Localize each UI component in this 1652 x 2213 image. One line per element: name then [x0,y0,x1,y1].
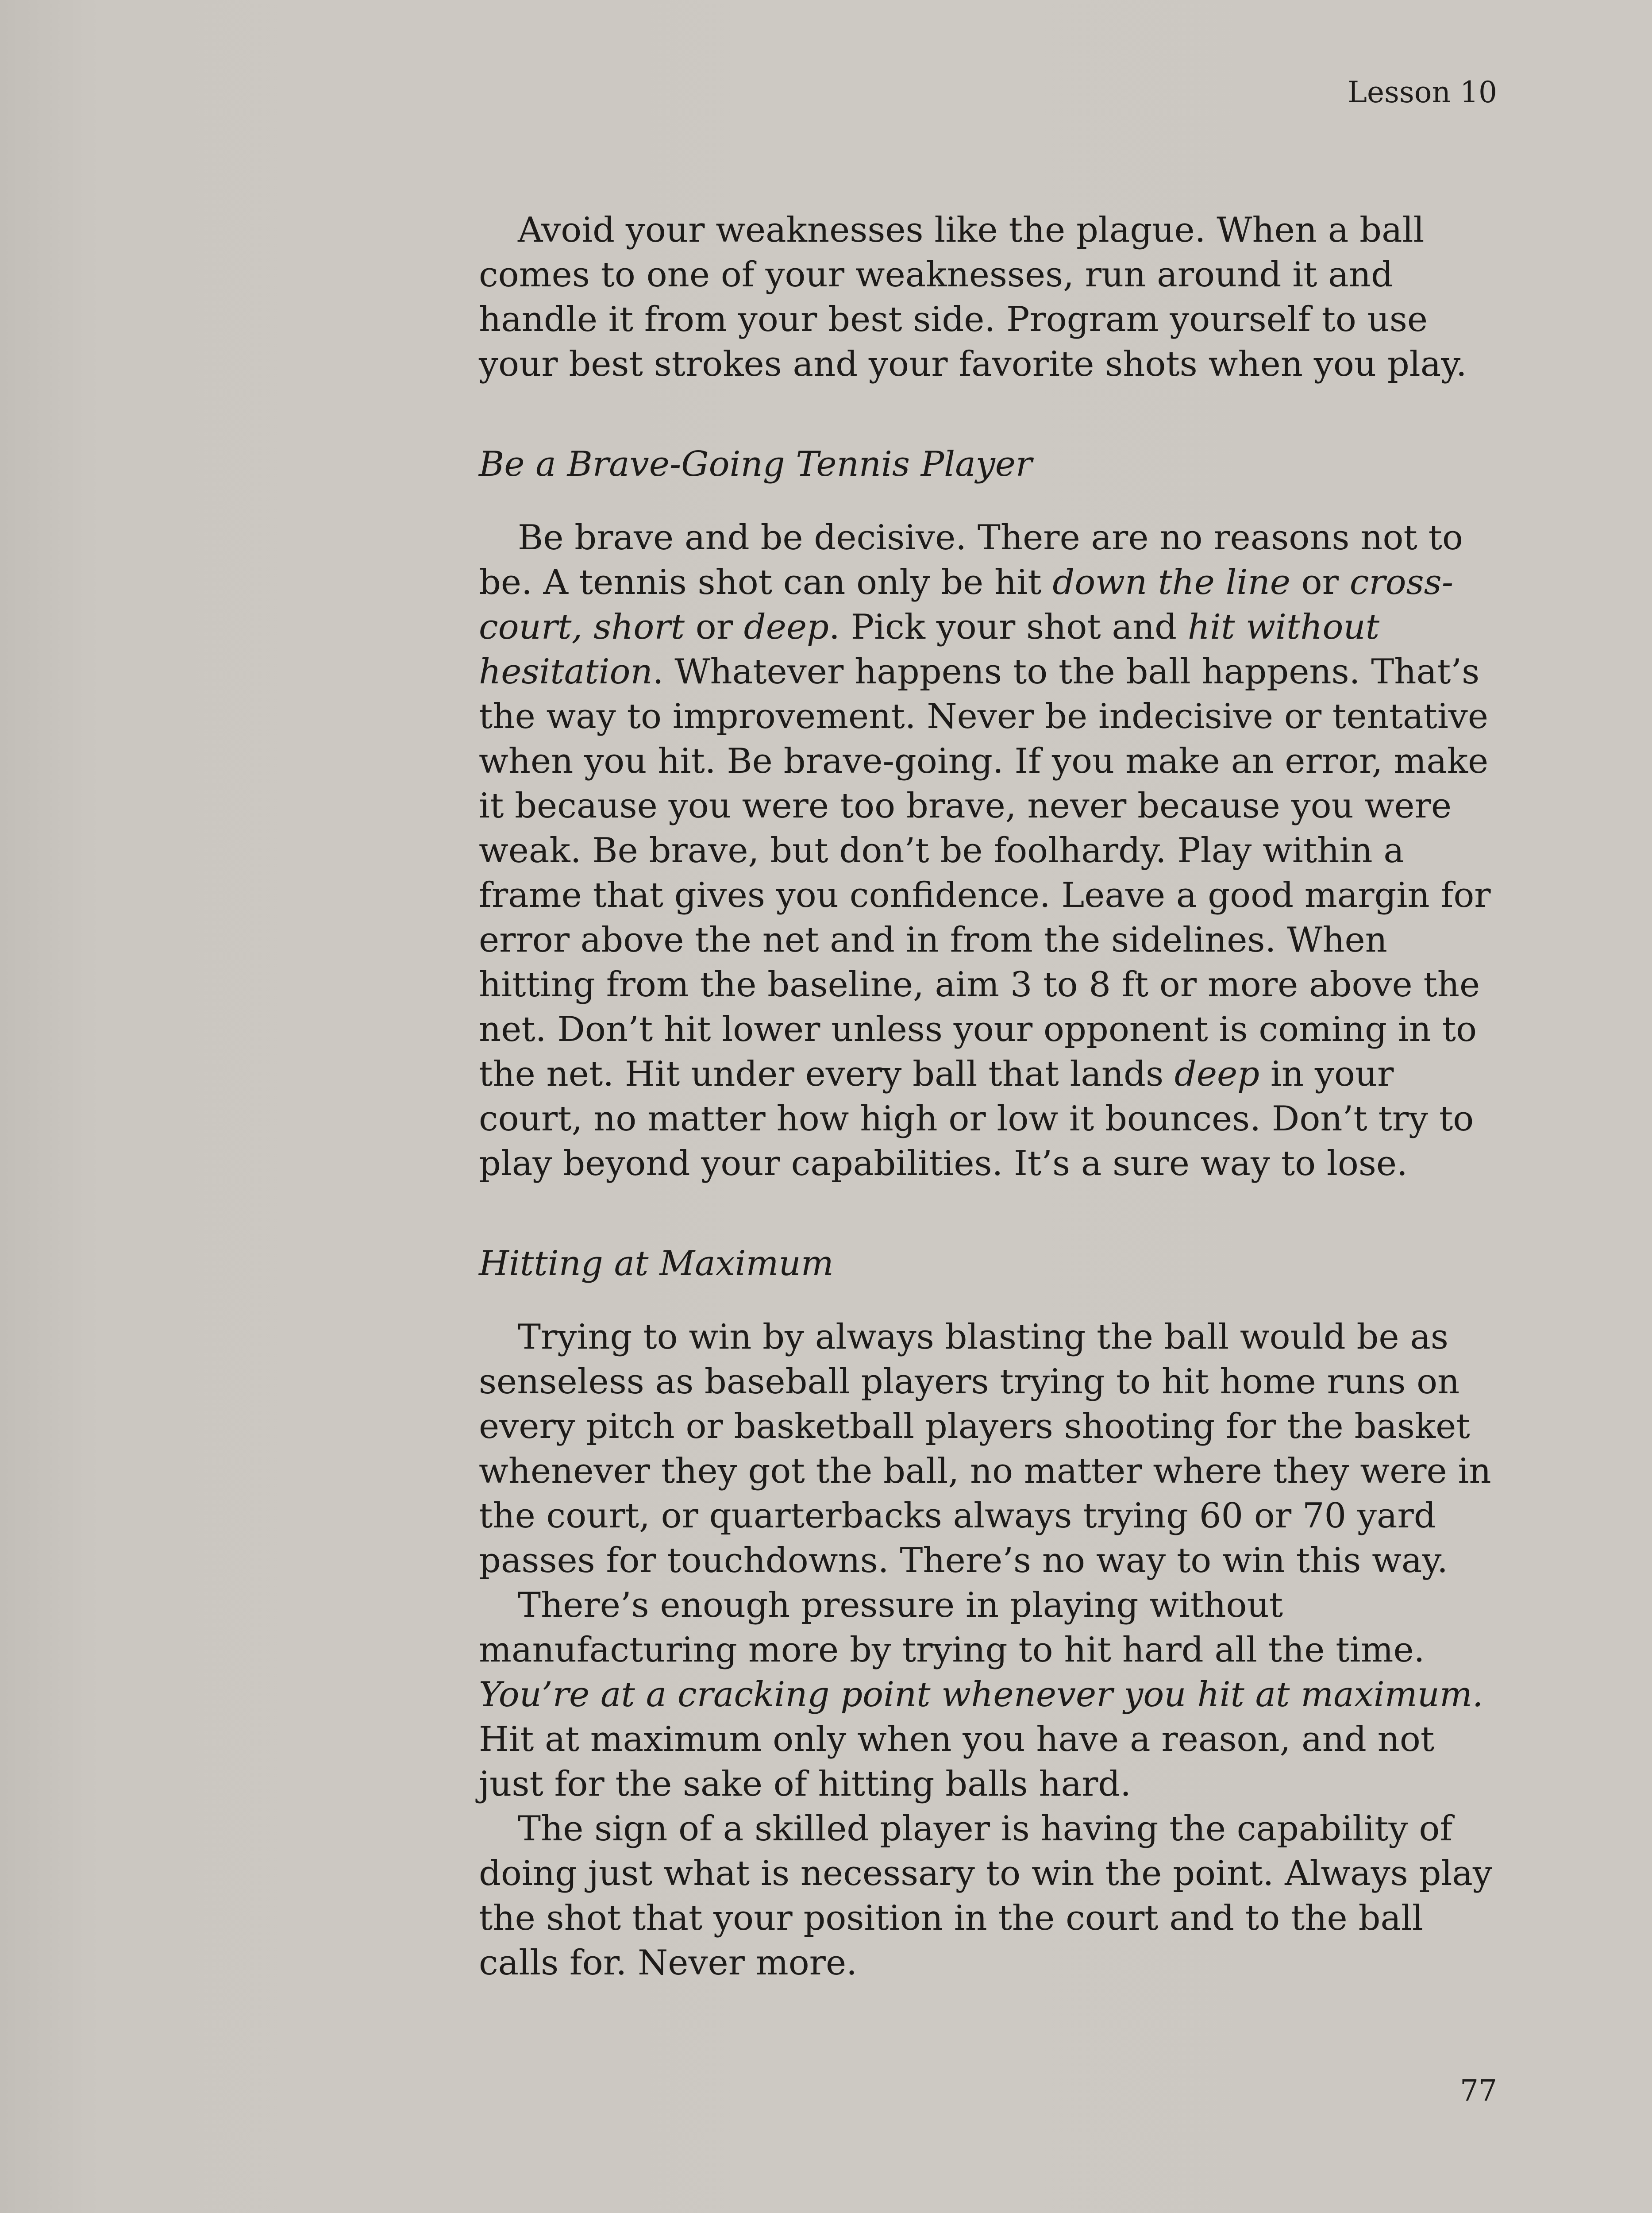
text-run: . Whatever happens to the ball happens. That’s the way to improvement. Never be indecisive or tentative when you hit. Be brave-going. If you make an error, make it because you were too brave, never because you were weak. Be brave, but don’t be foolhardy. Play within a frame that gives you confidence. Leave a good margin for error above the net and in from the sidelines. When hitting from the baseline, aim 3 to 8 ft or more above the net. Don’t hit lower unless your opponent is coming in to the net. Hit under every ball that lands [479,652,1491,1094]
section-heading-brave-going: Be a Brave-Going Tennis Player [479,444,1032,484]
section-heading-hitting-at-maximum: Hitting at Maximum [479,1244,834,1284]
spacer [479,487,1497,516]
text-run: There’s enough pressure in playing without manufacturing more by trying to hit hard all the time. [479,1585,1425,1670]
text-run: . Pick your shot and [828,607,1188,647]
text-run: or [1290,563,1350,602]
text-run: Be brave and be decisive. There are no reasons not to be. A tennis shot can only be hit [479,518,1463,602]
text-run: Hit at maximum only when you have a reason, and not just for the sake of hitting balls hard. [479,1720,1435,1804]
paragraph-avoid-weaknesses: Avoid your weaknesses like the plague. When a ball comes to one of your weaknesses, run around it and handle it from your best side. Program yourself to use your best strokes and your favorite shots when you play. [479,210,1467,384]
spacer [479,1186,1497,1241]
text-run: or [684,607,744,647]
spacer [479,387,1497,442]
italic-run: You’re at a cracking point whenever you hit at maximum. [479,1675,1483,1715]
text-run: in your court, no matter how high or low it bounces. Don’t try to play beyond your capabilities. It’s a sure way to lose. [479,1054,1474,1184]
paragraph-skilled-player: The sign of a skilled player is having the capability of doing just what is necessary to win the point. Always play the shot that your position in the court and to the ball calls for. Never more. [479,1809,1492,1983]
paragraph-be-brave [479,516,1497,1186]
italic-run: deep [1174,1054,1260,1094]
italic-run: cross-court, short [479,563,1454,647]
page-body [479,208,1497,1986]
italic-run: hit without hesitation [479,607,1380,692]
paragraph-blasting-the-ball: Trying to win by always blasting the ball would be as senseless as baseball players trying to hit home runs on every pitch or basketball players shooting for the basket whenever they got the ball, no matter where they were in the court, or quarterbacks always trying 60 or 70 yard passes for touchdowns. There’s no way to win this way. [479,1317,1491,1581]
spacer [479,1286,1497,1315]
italic-run: down the line [1052,563,1290,602]
page-number: 77 [1460,2074,1497,2108]
running-head: Lesson 10 [1348,75,1497,109]
paragraph-pressure [479,1583,1497,1807]
italic-run: deep [743,607,829,647]
